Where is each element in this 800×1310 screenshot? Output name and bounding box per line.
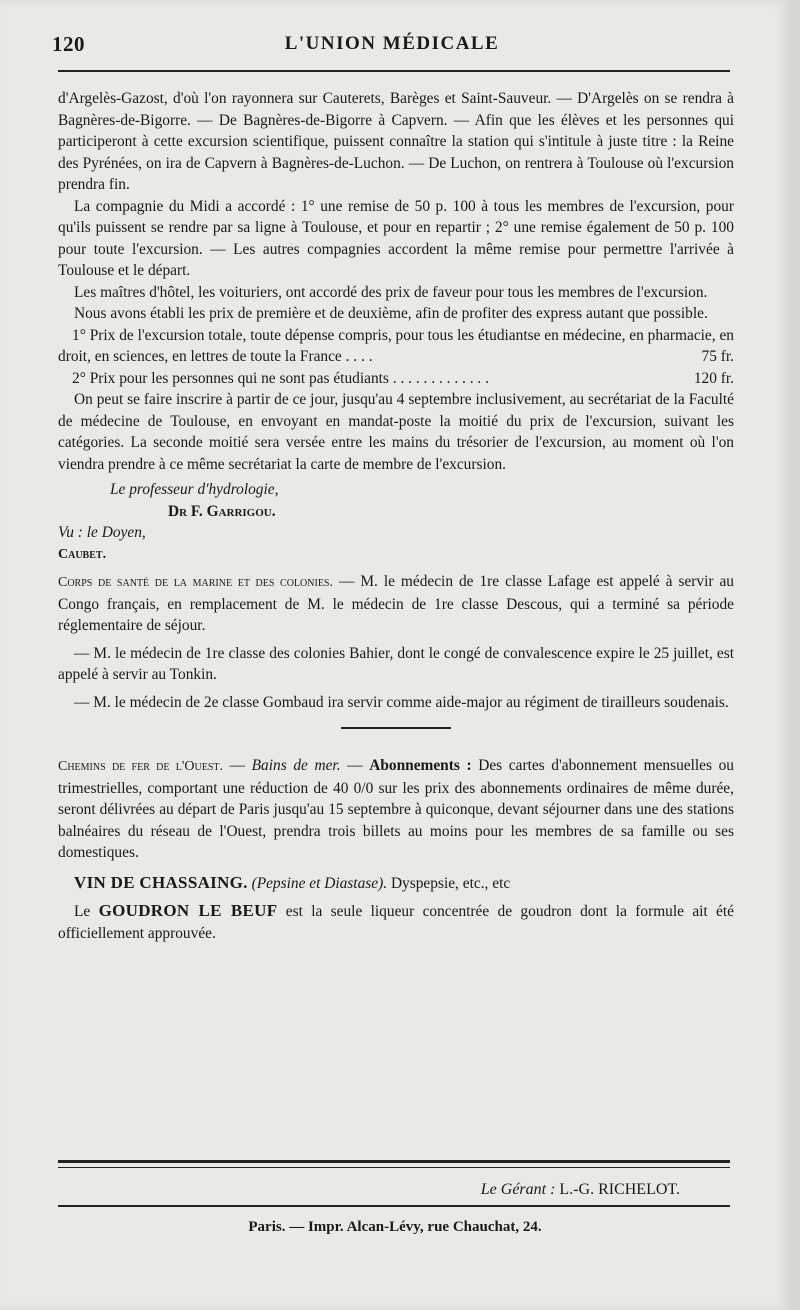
section-divider [341,727,451,729]
ad-product-name: VIN DE CHASSAING. [74,872,248,892]
page-header [52,28,732,68]
signature-name: Dr F. Garrigou. [168,502,276,520]
price-description: 1° Prix de l'excursion totale, toute dépense compris, pour tous les étudiantse en médecine, en pharmacie, en droit, en sciences, en lettres de toute la France . . . . [58,326,734,365]
printer-imprint: Paris. — Impr. Alcan-Lévy, rue Chauchat, 24. [248,1219,542,1235]
excursion-paragraph: d'Argelès-Gazost, d'où l'on rayonnera sur Cauterets, Barèges et Saint-Sauveur. — D'Argelès on se rendra à Bagnères-de-Bigorre. — De Bagnères-de-Bigorre à Capvern. — Afin que les élèves et les personnes qui participeront à cette excursion scientifique, puissent connaître la station qui s'intitule à juste titre : la Reine des Pyrénées, on ira de Capvern à Bagnères-de-Luchon. — De Luchon, on rentrera à Toulouse où l'excursion prendra fin. [58,90,734,193]
ad-goudron [58,900,734,944]
price-line [58,325,734,368]
railway-body: Des cartes d'abonnement mensuelles ou trimestrielles, comportant une réduction de 40 0/0 sur les prix des abonnements ordinaires de même durée, seront délivrées au départ de Paris jusqu'au 15 septembre à quiconque, devant séjourner dans une des stations balnéaires du réseau de l'Ouest, prendra trois billets au moins pour les membres de sa famille ou ses domestiques. [58,757,734,861]
ad-text: est la seule liqueur concentrée de goudron dont la formule ait été officiellement approuvée. [58,903,734,942]
marine-notice [58,571,734,637]
section-heading: Chemins de fer de l'Ouest. [58,759,224,774]
marine-paragraph: — M. le médecin de 1re classe des colonies Bahier, dont le congé de convalescence expire le 25 juillet, est appelé à servir au Tonkin. [58,644,734,683]
footer-rule-bottom [58,1205,730,1207]
footer-rule-thin [58,1167,730,1168]
price-description: 2° Prix pour les personnes qui ne sont pas étudiants . . . . . . . . . . . . . [72,369,489,387]
ad-product-name: GOUDRON LE BEUF [98,901,278,920]
page-number: 120 [52,32,85,56]
dean-approval: Vu : le Doyen, [58,524,146,541]
marine-paragraph: — M. le médecin de 1re classe Lafage est appelé à servir au Congo français, en remplacement de M. le médecin de 1re classe Descous, qui a terminé sa période réglementaire de séjour. [58,573,734,634]
excursion-paragraph: La compagnie du Midi a accordé : 1° une remise de 50 p. 100 à tous les membres de l'excursion, pour qu'ils puissent se rendre par sa ligne à Toulouse, et pour en repartir ; 2° une remise également de 50 p. 100 pour toute l'excursion. — Les autres compagnies accordent la même remise pour permettre l'arrivée à Toulouse et le départ. [58,197,734,279]
gerant-label: Le Gérant : [480,1181,556,1198]
excursion-paragraph: Nous avons établi les prix de première et de deuxième, afin de profiter des express autant que possible. [74,305,708,322]
section-heading: Corps de santé de la marine et des colonies. [58,575,333,590]
excursion-paragraph: Les maîtres d'hôtel, les voituriers, ont accordé des prix de faveur pour tous les membres de l'excursion. [74,283,708,301]
price-amount: 120 fr. [693,369,734,387]
railway-notice: Chemins de fer de l'Ouest. — Bains de mer. — Abonnements : Des cartes d'abonnement mensuelles ou trimestrielles, comportant une réduction de 40 0/0 sur les prix des abonnements ordinaires de même durée, seront délivrées au départ de Paris jusqu'au 15 septembre à quiconque, devant séjourner dans une des stations balnéaires du réseau de l'Ouest, prendra trois billets au moins pour les membres de sa famille ou ses domestiques. [58,757,734,861]
footer-rule-top [58,1160,730,1163]
article-body [58,88,734,944]
ad-text: Le [74,903,91,920]
running-title: L'UNION MÉDICALE [284,33,500,54]
footer-gerant [0,1181,790,1199]
price-line [58,368,734,390]
railway-subject: Bains de mer. [251,757,341,774]
dean-name: Caubet. [58,546,107,562]
price-amount: 75 fr. [701,348,734,365]
gerant-name: L.-G. RICHELOT. [559,1181,680,1198]
marine-paragraph: — M. le médecin de 2e classe Gombaud ira servir comme aide-major au régiment de tirailleurs soudenais. [74,693,729,711]
ad-vin [58,872,734,895]
ad-subtitle: (Pepsine et Diastase). [251,874,388,892]
railway-lead: Abonnements : [369,757,472,774]
header-rule [58,70,730,72]
excursion-paragraph: On peut se faire inscrire à partir de ce jour, jusqu'au 4 septembre inclusivement, au secrétariat de la Faculté de médecine de Toulouse, en envoyant en mandat-poste la moitié du prix de l'excursion, suivant les catégories. La seconde moitié sera versée entre les mains du trésorier de l'excursion, au moment où l'on viendra prendre à ce même secrétariat la carte de membre de l'excursion. [58,391,734,473]
ad-text: Dyspepsie, etc., etc [390,874,511,892]
signature-title: Le professeur d'hydrologie, [110,481,279,498]
